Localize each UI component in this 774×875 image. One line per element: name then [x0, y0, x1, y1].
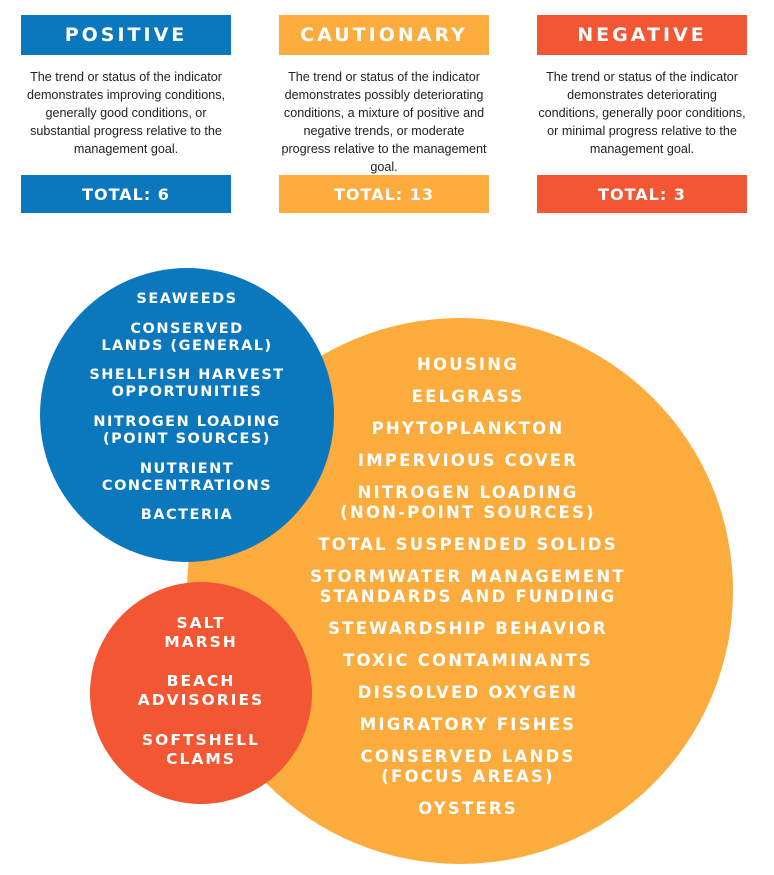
cautionary-total: TOTAL: 13 [279, 175, 489, 213]
cautionary-item: IMPERVIOUS COVER [357, 451, 579, 470]
positive-total: TOTAL: 6 [21, 175, 231, 213]
cautionary-item: NITROGEN LOADING (NON-POINT SOURCES) [340, 483, 596, 522]
cautionary-description: The trend or status of the indicator demonstrates possibly deteriorating conditions, a mixture of positive and negative trends, or moderate progress relative to the management goal. [281, 70, 487, 174]
cautionary-item: CONSERVED LANDS (FOCUS AREAS) [360, 747, 576, 786]
positive-item: CONSERVED LANDS (GENERAL) [101, 321, 273, 354]
cautionary-item: STORMWATER MANAGEMENT STANDARDS AND FUNDING [310, 567, 626, 606]
cautionary-header: CAUTIONARY [279, 15, 489, 55]
cautionary-item: HOUSING [416, 355, 519, 374]
cautionary-item: TOXIC CONTAMINANTS [343, 651, 593, 670]
cautionary-item: EELGRASS [411, 387, 525, 406]
positive-item: BACTERIA [140, 507, 234, 523]
positive-item: SEAWEEDS [136, 291, 238, 307]
cautionary-item: OYSTERS [418, 799, 518, 818]
positive-item: NUTRIENT CONCENTRATIONS [101, 461, 273, 494]
negative-circle [90, 582, 312, 804]
positive-item: NITROGEN LOADING (POINT SOURCES) [93, 414, 281, 447]
negative-total: TOTAL: 3 [537, 175, 747, 213]
negative-item: SALT MARSH [164, 614, 238, 651]
negative-item: SOFTSHELL CLAMS [142, 731, 260, 768]
negative-header: NEGATIVE [537, 15, 747, 55]
negative-item: BEACH ADVISORIES [137, 672, 265, 709]
positive-circle [40, 268, 334, 562]
cautionary-item: MIGRATORY FISHES [359, 715, 577, 734]
cautionary-item: PHYTOPLANKTON [371, 419, 565, 438]
positive-header: POSITIVE [21, 15, 231, 55]
negative-description: The trend or status of the indicator demonstrates deteriorating conditions, generally poor conditions, or minimal progress relative to the management goal. [538, 70, 746, 156]
positive-item: SHELLFISH HARVEST OPPORTUNITIES [89, 367, 285, 400]
positive-description: The trend or status of the indicator demonstrates improving conditions, generally good conditions, or substantial progress relative to the management goal. [26, 70, 226, 156]
cautionary-item: DISSOLVED OXYGEN [357, 683, 579, 702]
cautionary-item: TOTAL SUSPENDED SOLIDS [318, 535, 618, 554]
cautionary-item: STEWARDSHIP BEHAVIOR [328, 619, 608, 638]
